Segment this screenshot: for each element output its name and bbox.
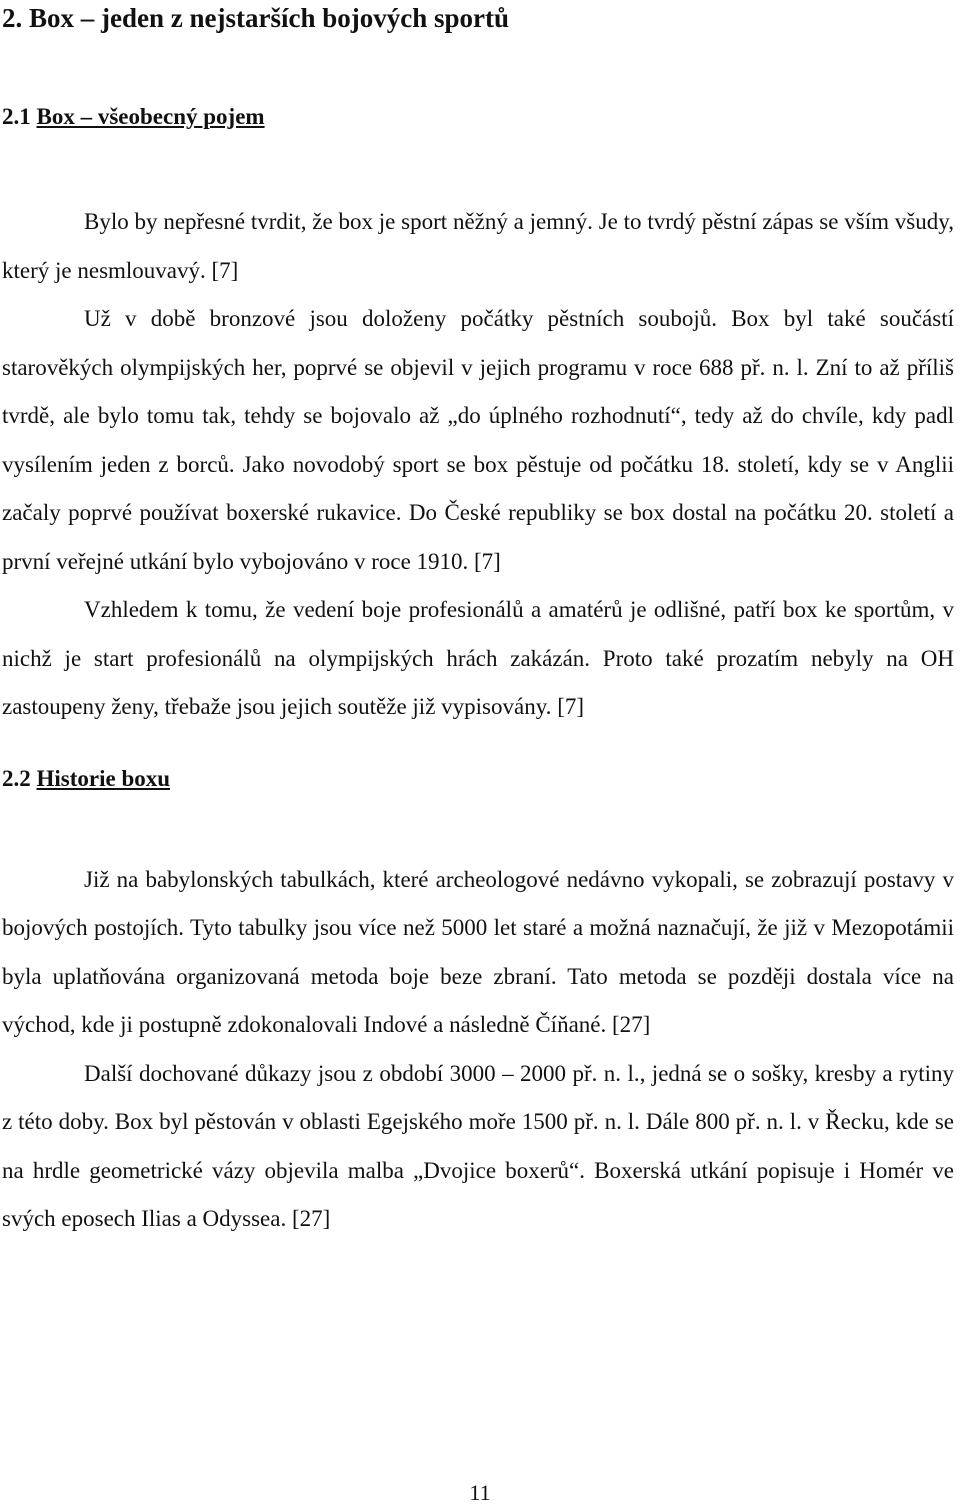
section-heading-2-2 (2, 764, 954, 794)
section-number: 2.2 (2, 765, 37, 791)
paragraph: Vzhledem k tomu, že vedení boje profesionálů a amatérů je odlišné, patří box ke sportům, v nichž je start profesionálů na olympijských hrách zakázán. Proto také prozatím nebyly na OH zastoupeny ženy, třebaže jsou jejich soutěže již vypisovány. [7] (2, 597, 954, 719)
section-heading-2-1 (2, 102, 954, 132)
section-body-2-2 (2, 856, 954, 1244)
chapter-title: 2. Box – jeden z nejstarších bojových sportů (2, 3, 509, 33)
page-number: 11 (469, 1480, 491, 1505)
section-number: 2.1 (2, 104, 37, 129)
section-title: Box – všeobecný pojem (36, 104, 265, 129)
paragraph: Již na babylonských tabulkách, které archeologové nedávno vykopali, se zobrazují postavy v bojových postojích. Tyto tabulky jsou více než 5000 let staré a možná naznačují, že již v Mezopotámii byla uplatňována organizovaná metoda boje beze zbraní. Tato metoda se později dostala více na východ, kde ji postupně zdokonalovali Indové a následně Číňané. [27] (2, 866, 954, 1037)
paragraph: Už v době bronzové jsou doloženy počátky pěstních soubojů. Box byl také součástí starověkých olympijských her, poprvé se objevil v jejich programu v roce 688 př. n. l. Zní to až příliš tvrdě, ale bylo tomu tak, tehdy se bojovalo až „do úplného rozhodnutí“, tedy až do chvíle, kdy padl vysílením jeden z borců. Jako novodobý sport se box pěstuje od počátku 18. století, kdy se v Anglii začaly poprvé používat boxerské rukavice. Do České republiky se box dostal na počátku 20. století a první veřejné utkání bylo vybojováno v roce 1910. [7] (2, 306, 954, 574)
paragraph: Další dochované důkazy jsou z období 3000 – 2000 př. n. l., jedná se o sošky, kresby a rytiny z této doby. Box byl pěstován v oblasti Egejského moře 1500 př. n. l. Dále 800 př. n. l. v Řecku, kde se na hrdle geometrické vázy objevila malba „Dvojice boxerů“. Boxerská utkání popisuje i Homér ve svých eposech Ilias a Odyssea. [27] (2, 1060, 954, 1231)
section-title: Historie boxu (36, 765, 171, 791)
section-body-2-1 (2, 198, 954, 732)
paragraph: Bylo by nepřesné tvrdit, že box je sport něžný a jemný. Je to tvrdý pěstní zápas se vším všudy, který je nesmlouvavý. [7] (2, 209, 954, 283)
